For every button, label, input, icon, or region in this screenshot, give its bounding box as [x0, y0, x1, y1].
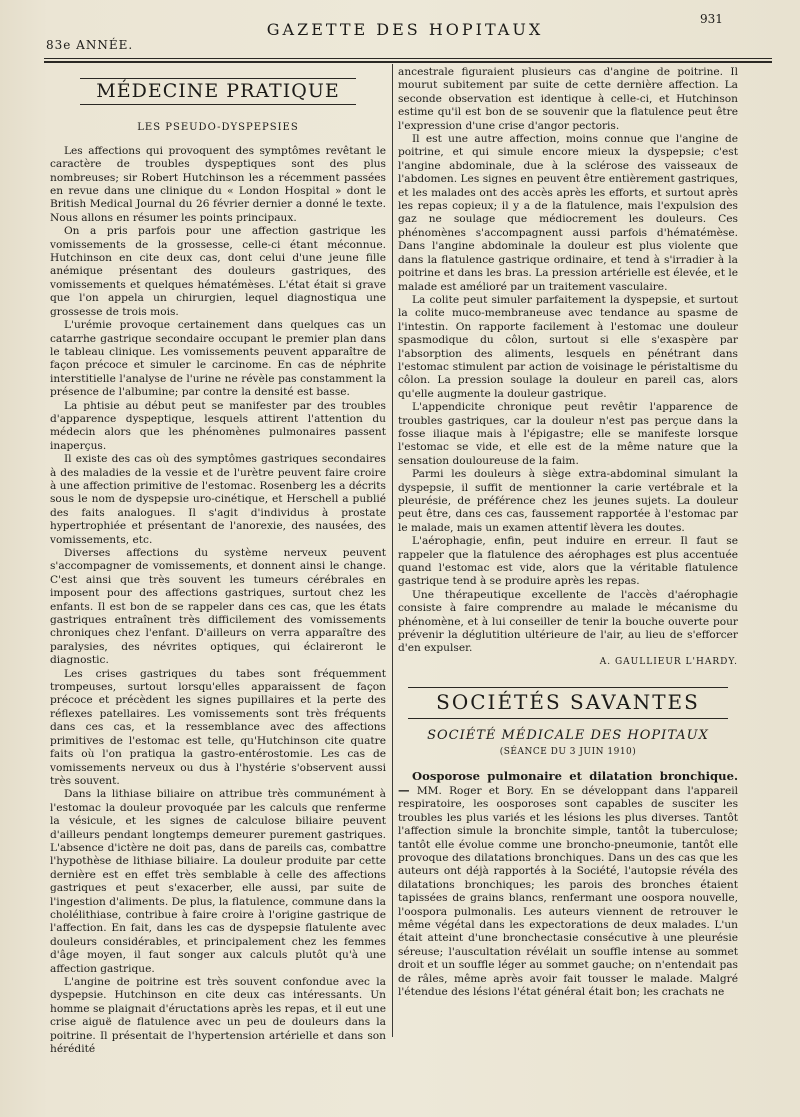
- society-name: SOCIÉTÉ MÉDICALE DES HOPITAUX: [427, 727, 709, 743]
- medecine-section-header: [50, 78, 386, 105]
- paragraph: Dans la lithiase biliaire on attribue très communément à l'estomac la douleur provoquée par les calculs que renferme la vésicule, et les signes de calculose biliaire peuvent d'ailleurs pendant longtemps demeurer purement gastriques. L'absence d'ictère ne doit pas, dans de pareils cas, combattre l'hypothèse de lithiase biliaire. La douleur produite par cette dernière est en effet très semblable à celle des affections gastriques et peut s'exacerber, elle aussi, par suite de l'ingestion d'aliments. De plus, la flatulence, commune dans la cholélithiase, contribue à faire croire à l'origine gastrique de l'affection. En fait, dans les cas de dyspepsie flatulente avec douleurs considérables, et principalement chez les femmes d'âge moyen, il faut songer aux calculs plutôt qu'à une affection gastrique.: [50, 788, 386, 975]
- paragraph: ancestrale figuraient plusieurs cas d'angine de poitrine. Il mourut subitement par suite de cette dernière affection. La seconde observation est identique à celle-ci, et Hutchinson estime qu'il est bon de se souvenir que la flatulence peut être l'expression d'une crise d'angor pectoris.: [398, 66, 738, 132]
- paragraph: Diverses affections du système nerveux peuvent s'accompagner de vomissements, et donnent ainsi le change. C'est ainsi que très souvent les tumeurs cérébrales en imposent pour des affections gastriques, surtout chez les enfants. Il est bon de se rappeler dans ces cas, que les états gastriques entraînent très difficilement des vomissements chroniques chez l'enfant. D'ailleurs on verra apparaître des paralysies, des névrites optiques, qui éclaireront le diagnostic.: [50, 547, 386, 667]
- section-rule: [80, 104, 356, 105]
- article-subtitle: LES PSEUDO-DYSPEPSIES: [137, 122, 299, 134]
- article-body: MM. Roger et Bory. En se développant dans l'appareil respiratoire, les oosporoses sont capables de susciter les troubles les plus variés et les lésions les plus diverses. Tantôt l'affection simule la bronchite simple, tantôt la tuberculose; tantôt elle évolue comme une broncho-pneumonie, tantôt elle provoque des dilatations bronchiques. Dans un des cas que les auteurs ont déjà rapportés à la Société, l'autopsie révéla des dilatations bronchiques; les parois des bronches étaient tapissées de grains blancs, renfermant une oospora nouvelle, l'oospora pulmonalis. Les auteurs viennent de retrouver le même végétal dans les expectorations de deux malades. L'un était atteint d'une bronchectasie consécutive à une pleurésie séreuse; l'auscultation révélait un souffle intense au sommet droit et un souffle léger au sommet gauche; on n'entendait pas de râles, même après avoir fait tousser le malade. Malgré l'étendue des lésions l'état général était bon; les crachats ne: [398, 784, 738, 998]
- right-column: [398, 66, 738, 999]
- article-paragraph: [398, 770, 738, 1000]
- year-label: 83e ANNÉE.: [46, 38, 134, 52]
- header-rule-thick: [44, 61, 772, 63]
- section-rule: [408, 718, 728, 719]
- left-column: [50, 66, 386, 1056]
- paragraph: Une thérapeutique excellente de l'accès d'aérophagie consiste à faire comprendre au malade le mécanisme du phénomène, et à lui conseiller de tenir la bouche ouverte pour prévenir la déglutition ultérieure de l'air, au lieu de s'efforcer d'en expulser.: [398, 588, 738, 655]
- paragraph: L'appendicite chronique peut revêtir l'apparence de troubles gastriques, car la douleur n'est pas perçue dans la fosse iliaque mais à l'épigastre; elle se manifeste lorsque l'estomac se vide, et elle est de la même nature que la sensation douloureuse de la faim.: [398, 401, 738, 467]
- page-number: 931: [700, 12, 723, 26]
- medecine-section-title: MÉDECINE PRATIQUE: [96, 80, 340, 102]
- paragraph: L'aérophagie, enfin, peut induire en erreur. Il faut se rappeler que la flatulence des aérophages est plus accentuée quand l'estomac est vide, alors que la véritable flatulence gastrique tend à se produire après les repas.: [398, 535, 738, 588]
- journal-title: GAZETTE DES HOPITAUX: [266, 20, 544, 39]
- paragraph: L'urémie provoque certainement dans quelques cas un catarrhe gastrique secondaire occupant le premier plan dans le tableau clinique. Les vomissements peuvent apparaître de façon précoce et simuler le carcinome. En cas de néphrite interstitielle l'analyse de l'urine ne révèle pas constamment la présence de l'albumine; par contre la densité est basse.: [50, 319, 386, 399]
- paragraph: Parmi les douleurs à siège extra-abdominal simulant la dyspepsie, il suffit de mentionner la carie vertébrale et la pleurésie, de préférence chez les jeunes sujets. La douleur peut être, dans ces cas, faussement rapportée à l'estomac par le malade, mais un examen attentif lèvera les doutes.: [398, 468, 738, 534]
- societes-section-title: SOCIÉTÉS SAVANTES: [436, 690, 700, 715]
- paragraph: On a pris parfois pour une affection gastrique les vomissements de la grossesse, celle-ci étant méconnue. Hutchinson en cite deux cas, dont celui d'une jeune fille anémique présentant des douleurs gastriques, des vomissements et quelques hématémèses. L'état était si grave que l'on appela un chirurgien, lequel diagnostiqua une grossesse de trois mois.: [50, 225, 386, 318]
- header-rule: [44, 58, 772, 59]
- section-rule: [80, 78, 356, 79]
- societes-section-header: [398, 687, 738, 718]
- column-divider: [392, 64, 393, 1037]
- paragraph: L'angine de poitrine est très souvent confondue avec la dyspepsie. Hutchinson en cite deux cas intéressants. Un homme se plaignait d'éructations après les repas, et il eut une crise aiguë de flatulence avec un peu de douleurs dans la poitrine. Il présentait de l'hypertension artérielle et dans son hérédité: [50, 976, 386, 1056]
- article-title: Oosporose pulmonaire et dilatation bronchique. —: [398, 768, 738, 797]
- paragraph: Les affections qui provoquent des symptômes revêtant le caractère de troubles dyspeptiques sont des plus nombreuses; sir Robert Hutchinson les a récemment passées en revue dans une clinique du « London Hospital » dont le British Medical Journal du 26 février dernier a donné le texte. Nous allons en résumer les points principaux.: [50, 144, 386, 224]
- author-signature: A. GAULLIEUR L'HARDY.: [599, 656, 738, 667]
- paragraph: Il existe des cas où des symptômes gastriques secondaires à des maladies de la vessie et de l'urètre peuvent faire croire à une affection primitive de l'estomac. Rosenberg les a décrits sous le nom de dyspepsie uro-cinétique, et Herschell a publié des faits analogues. Il s'agit d'individus à prostate hypertrophiée et présentant de l'anorexie, des nausées, des vomissements, etc.: [50, 453, 386, 546]
- paragraph: Les crises gastriques du tabes sont fréquemment trompeuses, surtout lorsqu'elles apparaissent de façon précoce et précèdent les signes pupillaires et la perte des réflexes patellaires. Les vomissements sont très fréquents dans ces cas, et la ressemblance avec des affections primitives de l'estomac est telle, qu'Hutchinson cite quatre faits où l'on pratiqua la gastro-entérostomie. Les cas de vomissements nerveux ou dus à l'hystérie s'observent aussi très souvent.: [50, 667, 386, 787]
- paragraph: La colite peut simuler parfaitement la dyspepsie, et surtout la colite muco-membraneuse avec tendance au spasme de l'intestin. On rapporte facilement à l'estomac une douleur spasmodique du côlon, surtout si elle s'exaspère par l'absorption des aliments, lesquels en pénétrant dans l'estomac stimulent par action de voisinage le péristaltisme du côlon. La pression soulage la douleur en pareil cas, alors qu'elle augmente la douleur gastrique.: [398, 293, 738, 400]
- paragraph: La phtisie au début peut se manifester par des troubles d'apparence dyspeptique, lesquels attirent l'attention du médecin alors que les phénomènes pulmonaires passent inaperçus.: [50, 399, 386, 452]
- seance-date: (SÉANCE DU 3 JUIN 1910): [499, 747, 637, 758]
- section-rule: [408, 687, 728, 688]
- paragraph: Il est une autre affection, moins connue que l'angine de poitrine, et qui simule encore mieux la dyspepsie; c'est l'angine abdominale, due à la sclérose des vaisseaux de l'abdomen. Les signes en peuvent être entièrement gastriques, et les malades ont des accès après les efforts, et surtout après les repas copieux; il y a de la flatulence, mais l'expulsion des gaz ne soulage que médiocrement les douleurs. Ces phénomènes s'accompagnent aussi parfois d'hématémèse. Dans l'angine abdominale la douleur est plus violente que dans la flatulence gastrique ordinaire, et tend à s'irradier à la poitrine et dans les bras. La pression artérielle est élevée, et le malade est amélioré par un traitement vasculaire.: [398, 133, 738, 293]
